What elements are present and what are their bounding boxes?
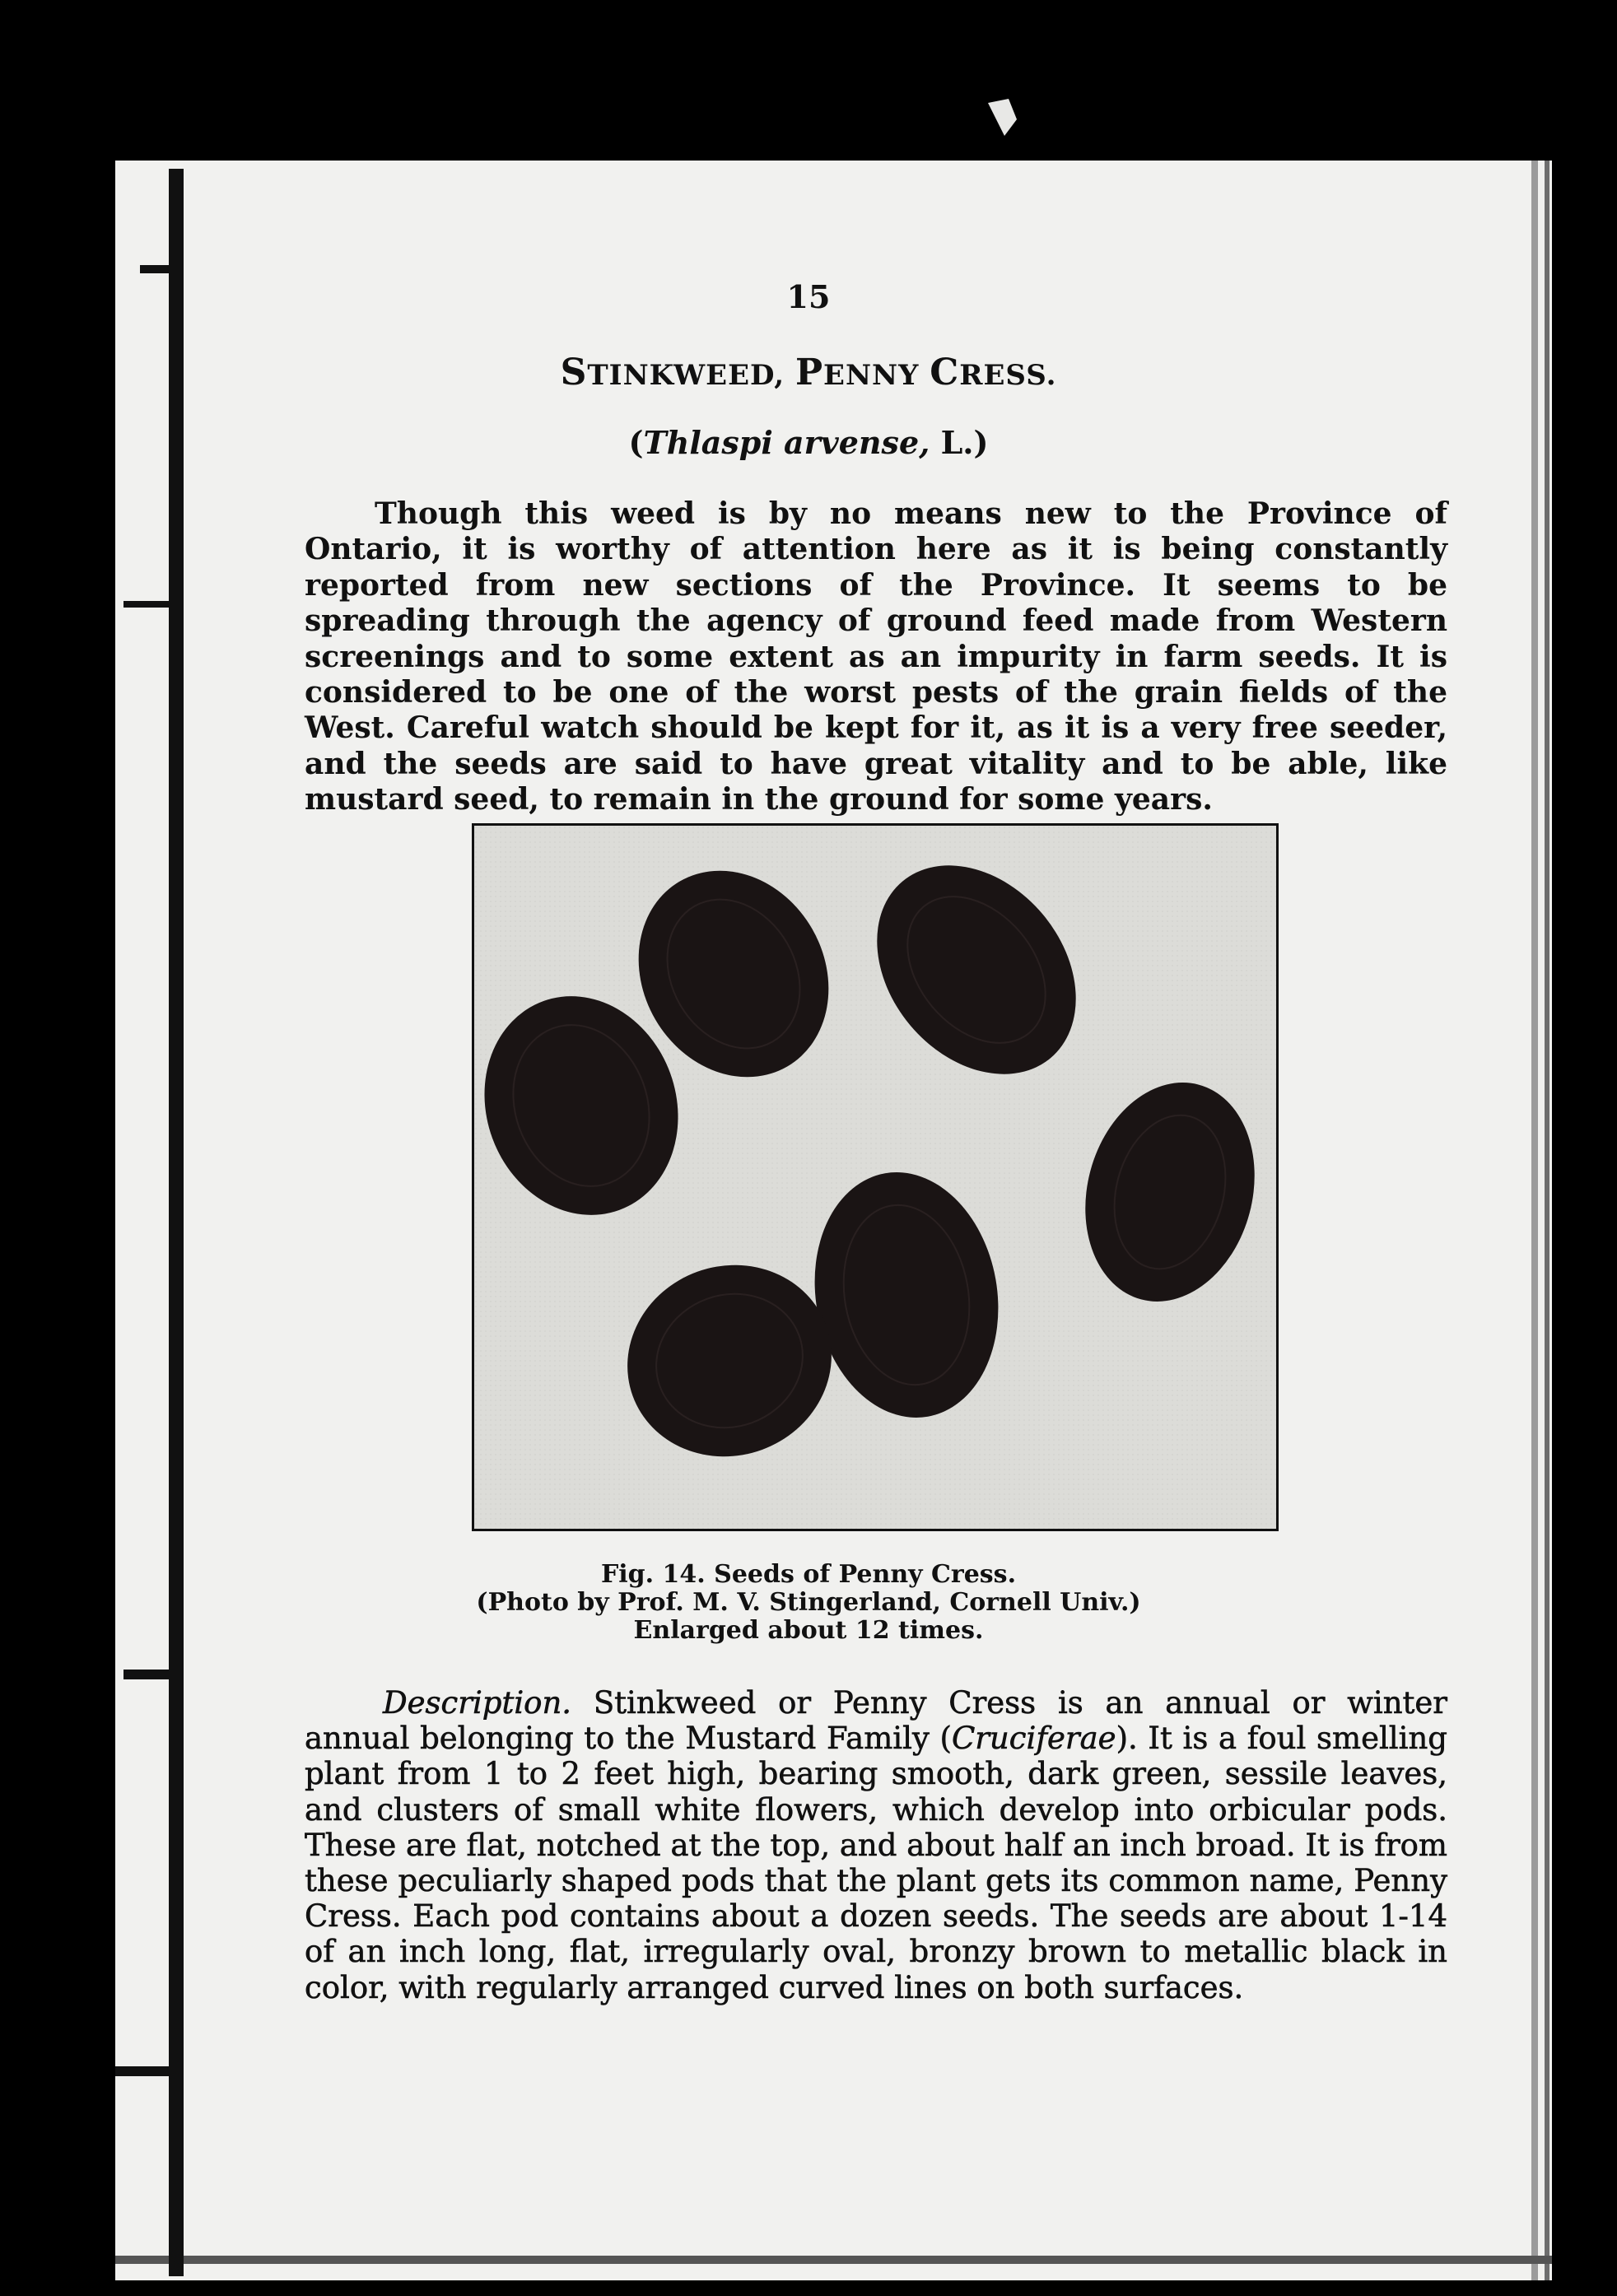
figure-caption: Fig. 14. Seeds of Penny Cress. — [600, 1560, 1017, 1589]
binding-mark — [140, 265, 181, 273]
family-name: Cruciferae — [951, 1721, 1116, 1757]
page-title: STINKWEED, PENNY CRESS. — [560, 352, 1057, 394]
binding-mark — [123, 601, 181, 608]
seeds-photo — [472, 823, 1279, 1531]
page-bottom-edge — [115, 2256, 1552, 2264]
page-edge — [1531, 161, 1538, 2280]
intro-paragraph: Though this weed is by no means new to the Province of Ontario, it is worthy of attention here as it is being constantly reported from new sections of the Province. It seems to be spreading through the agency of ground feed made from Western screenings and to some extent as an impurity in farm seeds. It is considered to be one of the worst pests of the grain fields of the West. Careful watch should be kept for it, as it is a very free seeder, and the seeds are said to have great vitality and to be able, like mustard seed, to remain in the ground for some years. — [305, 496, 1447, 817]
scientific-name: (Thlaspi arvense, L.) — [628, 424, 989, 461]
page-number: 15 — [786, 278, 831, 315]
page-corner-mark — [972, 95, 1037, 144]
page-edge-shadow — [1545, 161, 1549, 2280]
binding-line — [169, 169, 184, 2276]
description-label: Description. — [383, 1685, 572, 1721]
binding-mark — [115, 2066, 177, 2076]
seeds-illustration — [474, 826, 1276, 1529]
figure-credit: (Photo by Prof. M. V. Stingerland, Cornell Univ.) — [476, 1588, 1141, 1617]
figure-magnification: Enlarged about 12 times. — [633, 1616, 984, 1645]
binding-mark — [123, 1670, 181, 1679]
description-paragraph: Description. Stinkweed or Penny Cress is an annual or winter annual belonging to the Mustard Family (Cruciferae). It is a foul smelling plant from 1 to 2 feet high, bearing smooth, dark green, sessile leaves, and clusters of small white flowers, which develop into orbicular pods. These are flat, notched at the top, and about half an inch broad. It is from these peculiarly shaped pods that the plant gets its common name, Penny Cress. Each pod contains about a dozen seeds. The seeds are about 1-14 of an inch long, flat, irregularly oval, bronzy brown to metallic black in color, with regularly arranged curved lines on both surfaces. — [305, 1685, 1447, 2005]
